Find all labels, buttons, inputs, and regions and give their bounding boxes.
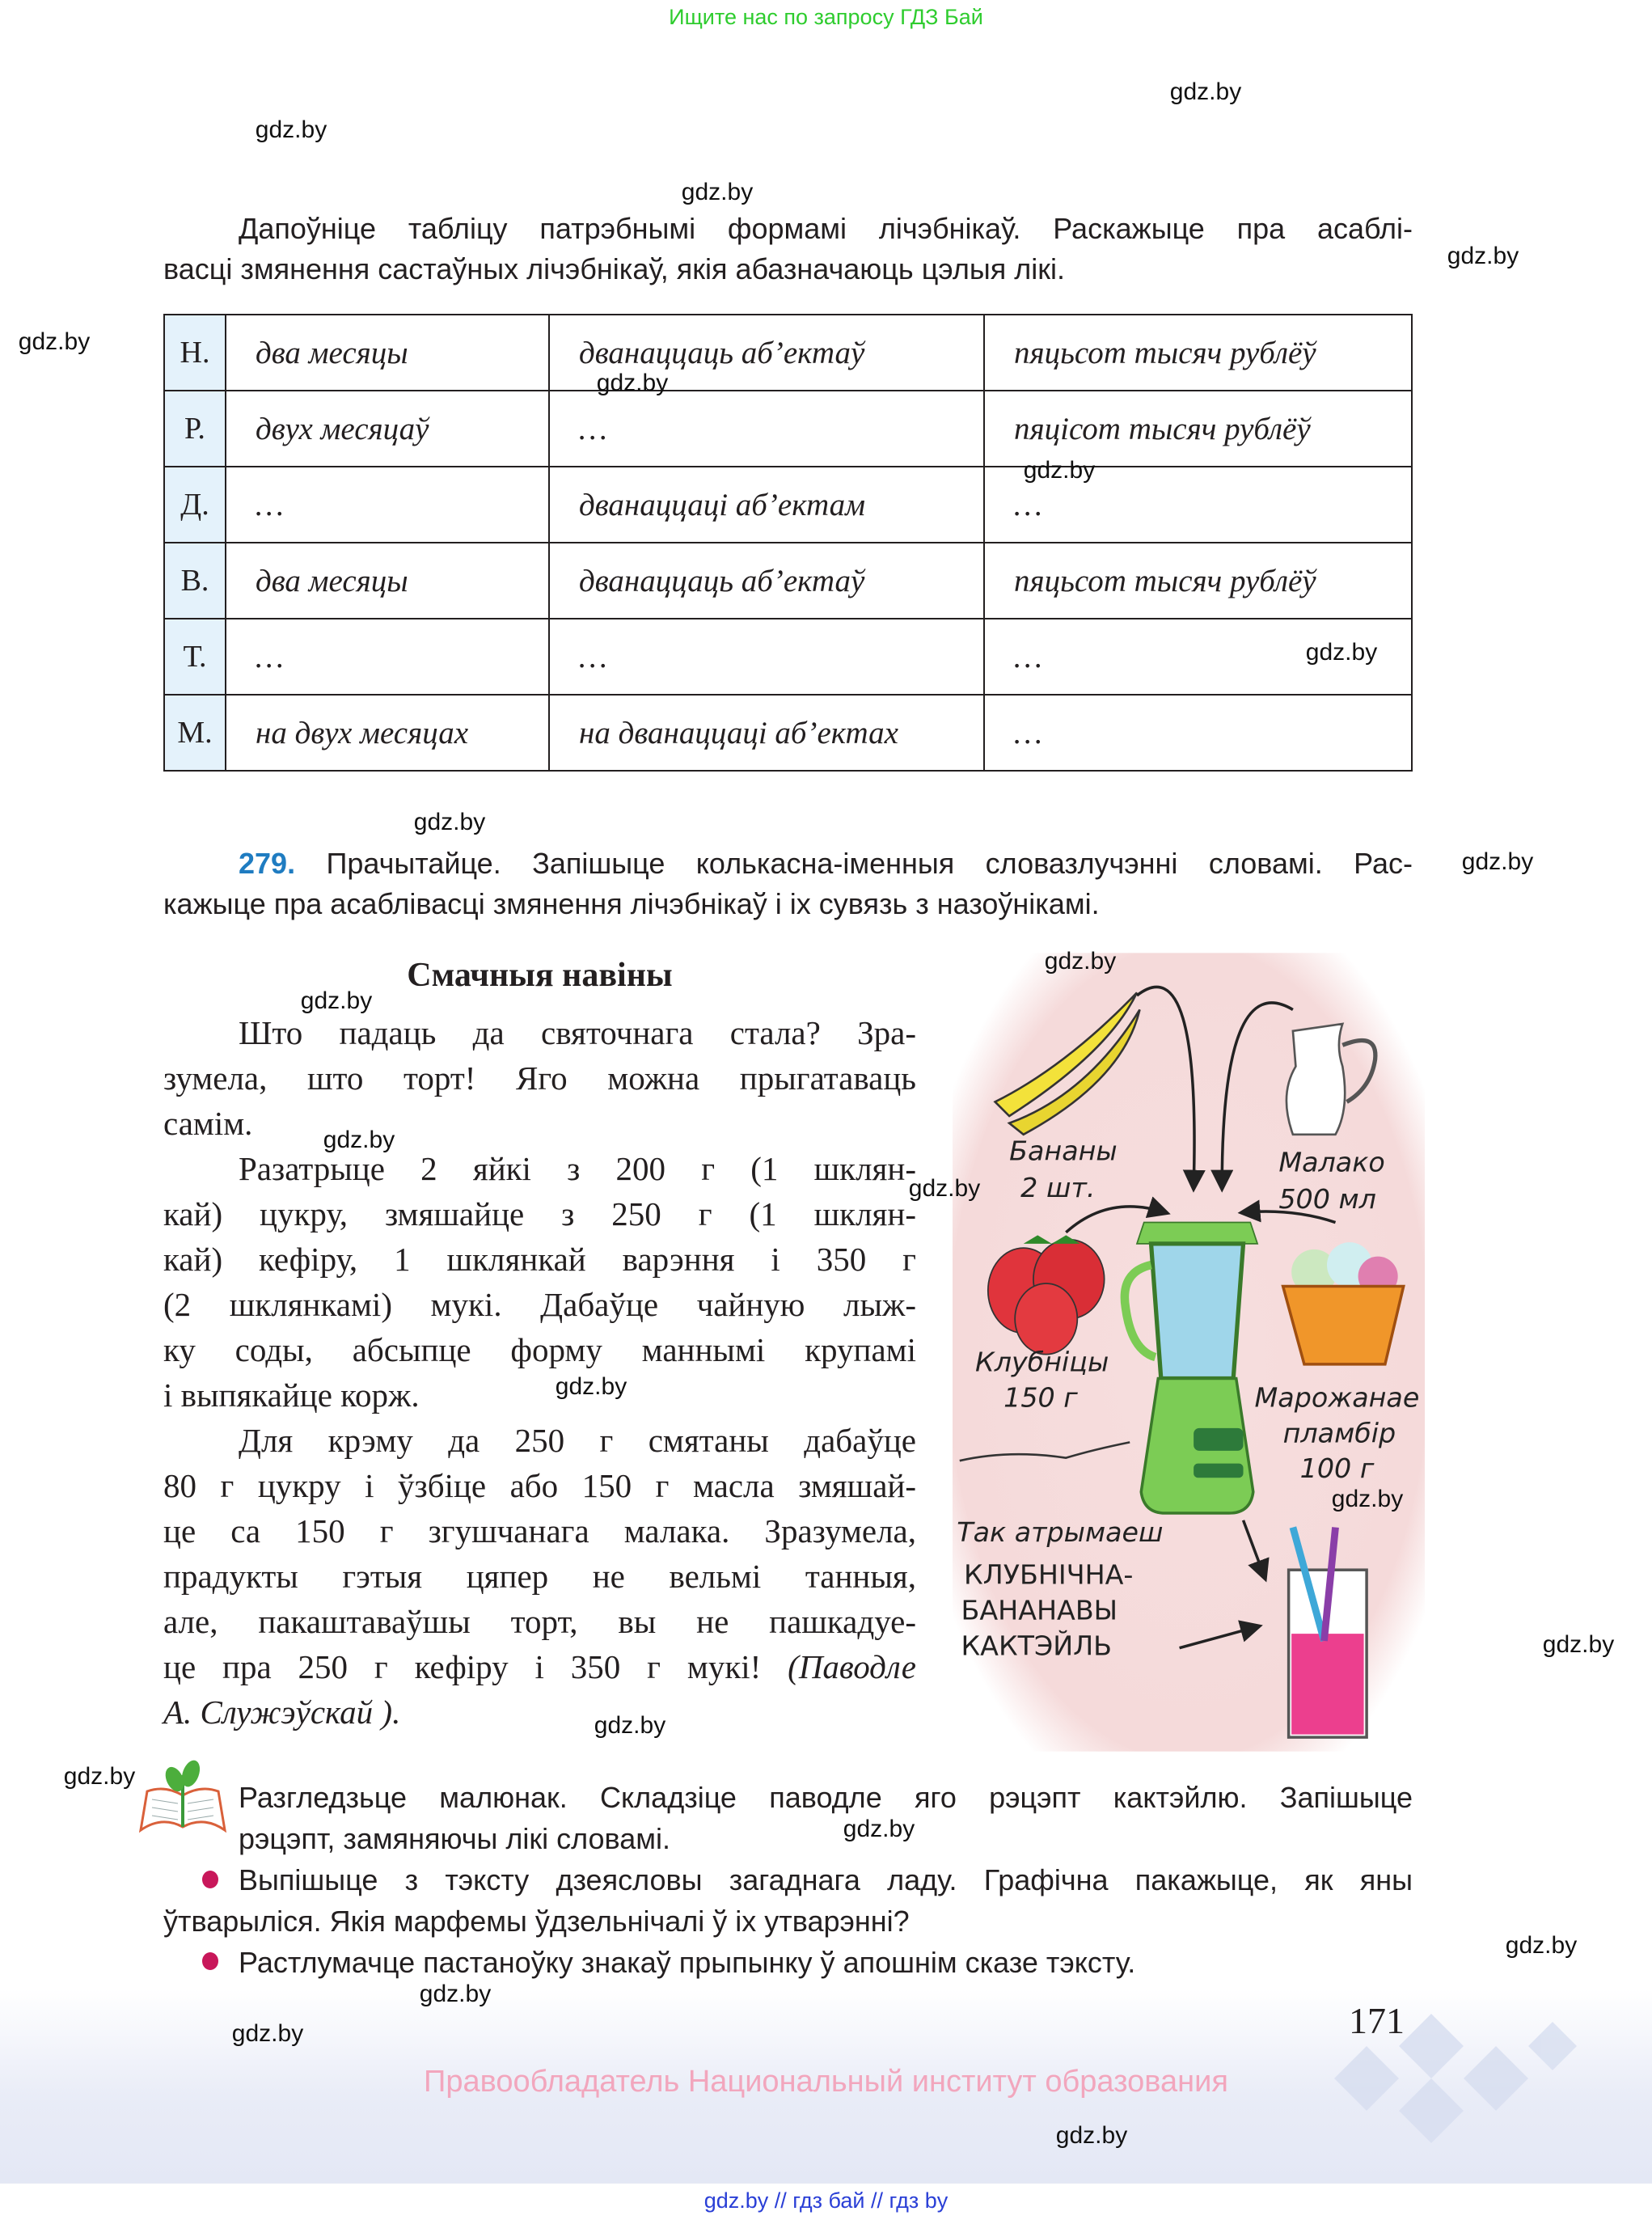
result-name: БАНАНАВЫ (961, 1594, 1118, 1626)
table-cell: пяцісот тысяч рублёў (984, 391, 1412, 467)
story-line: 80 г цукру і ўзбіце або 150 г масла змяшай- (163, 1467, 916, 1504)
table-cell: пяцьсот тысяч рублёў (984, 315, 1412, 391)
watermark: gdz.by (1044, 948, 1117, 975)
watermark: gdz.by (63, 1763, 136, 1790)
watermark: gdz.by (1447, 243, 1519, 269)
watermark: gdz.by (1542, 1631, 1615, 1658)
bullet-icon (202, 1952, 218, 1970)
case-label: Р. (164, 391, 226, 467)
watermark: gdz.by (1305, 639, 1378, 666)
story-text (163, 1010, 916, 1735)
strawberries-amount: 150 г (1003, 1381, 1078, 1414)
story-line: це са 150 г згушчанага малака. Зразумела, (163, 1512, 916, 1550)
watermark: gdz.by (300, 987, 373, 1014)
story-source: А. Служэўскай ). (163, 1693, 401, 1731)
watermark: gdz.by (843, 1816, 915, 1842)
table-row (164, 543, 1412, 619)
table-cell: дванаццаці аб’ектам (549, 467, 984, 543)
watermark: gdz.by (413, 809, 486, 835)
table-cell: на дванаццаці аб’ектах (549, 695, 984, 771)
ice-cream-type: пламбір (1282, 1417, 1396, 1449)
copyright-notice: Правообладатель Национальный институт образования (424, 2065, 1228, 2099)
declension-table (163, 314, 1413, 772)
result-name: КЛУБНІЧНА- (964, 1558, 1134, 1591)
ice-cream-bowl-icon (1283, 1242, 1404, 1364)
case-label: Т. (164, 619, 226, 695)
story-line: Што падаць да святочнага стала? Зра- (239, 1014, 916, 1051)
bottom-links[interactable]: gdz.by // гдз бай // гдз by (703, 2188, 949, 2213)
table-row (164, 391, 1412, 467)
story-line: Для крэму да 250 г смятаны дабаўце (239, 1422, 916, 1459)
story-line: але, пакаштаваўшы торт, вы не пашкадуе- (163, 1603, 916, 1640)
watermark: gdz.by (1461, 848, 1534, 875)
task-text: рэцэпт, замяняючы лікі словамі. (239, 1822, 671, 1855)
milk-amount: 500 мл (1278, 1182, 1376, 1215)
story-line: Разатрыце 2 яйкі з 200 г (1 шклян- (239, 1150, 916, 1187)
watermark: gdz.by (681, 179, 754, 205)
table-row (164, 467, 1412, 543)
table-cell: дванаццаць аб’ектаў (549, 543, 984, 619)
case-label: Д. (164, 467, 226, 543)
milk-label: Малако (1278, 1146, 1385, 1178)
table-row (164, 695, 1412, 771)
story-line: самім. (163, 1105, 253, 1142)
table-cell: … (984, 467, 1412, 543)
exercise-text: кажыце пра асаблівасці змянення лічэбнікаў і іх сувязь з назоўнікамі. (163, 887, 1100, 920)
story-line: і выпякайце корж. (163, 1376, 420, 1414)
task-text: Выпішыце з тэксту дзеясловы загаднага ладу. Графічна пакажыце, як яны (239, 1863, 1413, 1896)
watermark: gdz.by (1505, 1932, 1578, 1959)
exercise-text: Прачытайце. Запішыце колькасна-іменныя словазлучэнні словамі. Рас- (326, 847, 1413, 880)
exercise-number: 279. (239, 847, 296, 880)
watermark: gdz.by (231, 2020, 304, 2047)
watermark: gdz.by (594, 1712, 666, 1739)
watermark: gdz.by (255, 116, 327, 143)
table-row (164, 619, 1412, 695)
table-cell: … (226, 619, 549, 695)
watermark: gdz.by (596, 370, 669, 396)
result-label: Так атрымаеш (957, 1516, 1164, 1549)
ice-cream-amount: 100 г (1299, 1452, 1375, 1485)
table-row (164, 315, 1412, 391)
table-cell: два месяцы (226, 543, 549, 619)
task-text: Разгледзьце малюнак. Складзіце паводле яго рэцэпт кактэйлю. Запішыце (239, 1781, 1413, 1814)
table-cell: … (549, 391, 984, 467)
story-line: це пра 250 г кефіру і 350 г мукі! (163, 1648, 788, 1685)
story-line: кай) цукру, змяшайце з 250 г (1 шклян- (163, 1195, 916, 1233)
case-label: В. (164, 543, 226, 619)
ice-cream-label: Марожанае (1254, 1381, 1420, 1414)
top-search-link[interactable]: Ищите нас по запросу ГДЗ Бай (669, 5, 983, 29)
page-number: 171 (1349, 2000, 1405, 2041)
task-text: ўтварыліся. Якія марфемы ўдзельнічалі ў іх утварэнні? (163, 1905, 910, 1938)
story-title: Смачныя навіны (407, 957, 673, 994)
task-block (163, 1777, 1413, 1983)
intro-paragraph (163, 209, 1413, 290)
watermark: gdz.by (1169, 78, 1242, 105)
watermark: gdz.by (1331, 1486, 1404, 1512)
table-cell: … (984, 619, 1412, 695)
watermark: gdz.by (555, 1373, 627, 1400)
exercise-279 (163, 844, 1413, 924)
table-cell: два месяцы (226, 315, 549, 391)
intro-line: васці змянення састаўных лічэбнікаў, якія абазначаюць цэлыя лікі. (163, 252, 1066, 285)
intro-line: Дапоўніце табліцу патрэбнымі формамі лічэбнікаў. Раскажыце пра асаблі- (239, 212, 1413, 245)
bananas-label: Бананы (1009, 1135, 1118, 1167)
case-label: М. (164, 695, 226, 771)
story-source: (Паводле (788, 1648, 916, 1685)
story-line: (2 шклянкамі) мукі. Дабаўце чайную лыж- (163, 1286, 916, 1323)
cocktail-illustration (953, 953, 1425, 1752)
case-label: Н. (164, 315, 226, 391)
table-cell: … (549, 619, 984, 695)
bananas-amount: 2 шт. (1020, 1171, 1096, 1203)
table-cell: пяцьсот тысяч рублёў (984, 543, 1412, 619)
table-cell: двух месяцаў (226, 391, 549, 467)
table-cell: на двух месяцах (226, 695, 549, 771)
watermark: gdz.by (18, 328, 91, 355)
story-line: кай) кефіру, 1 шклянкай варэння і 350 г (163, 1241, 916, 1278)
story-line: ку соды, абсыпце форму маннымі крупамі (163, 1331, 916, 1368)
table-cell: … (226, 467, 549, 543)
table-cell: дванаццаць аб’ектаў (549, 315, 984, 391)
watermark: gdz.by (1023, 457, 1096, 484)
watermark: gdz.by (908, 1175, 981, 1202)
bullet-icon (202, 1871, 218, 1888)
task-text: Растлумачце пастаноўку знакаў прыпынку ў апошнім сказе тэксту. (239, 1946, 1136, 1979)
result-name: КАКТЭЙЛЬ (961, 1630, 1113, 1662)
watermark: gdz.by (419, 1981, 492, 2007)
watermark: gdz.by (323, 1127, 395, 1153)
story-line: зумела, што торт! Яго можна прыгатаваць (163, 1059, 916, 1097)
story-line: прадукты гэтыя цяпер не вельмі танныя, (163, 1558, 916, 1595)
table-cell: … (984, 695, 1412, 771)
strawberries-label: Клубніцы (975, 1346, 1109, 1378)
watermark: gdz.by (1055, 2122, 1128, 2149)
